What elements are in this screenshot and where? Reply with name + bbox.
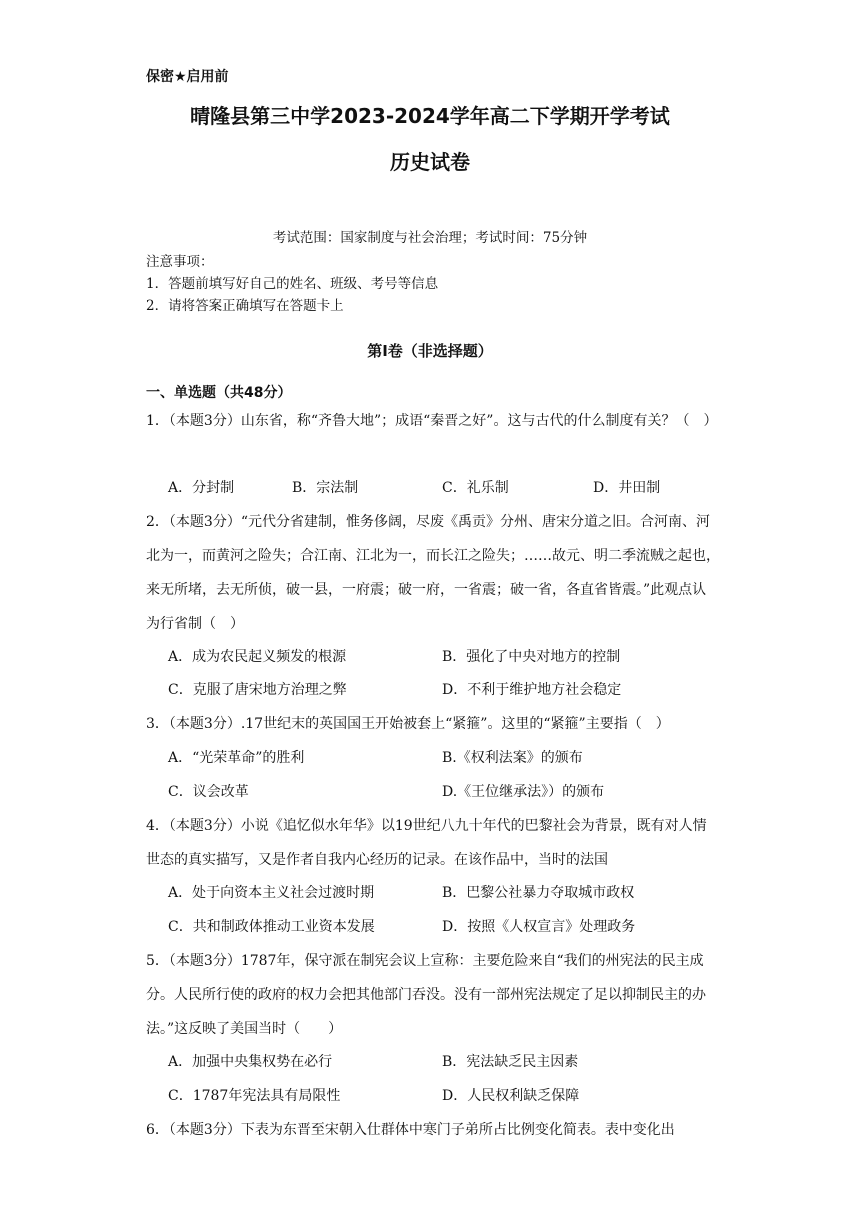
question-5-option-b[interactable]: B．宪法缺乏民主因素 [442,1054,579,1070]
question-3-options-row-2 [168,775,728,809]
question-3-option-a[interactable]: A．“光荣革命”的胜利 [168,750,305,766]
question-3-option-d[interactable]: D.《王位继承法》）的颁布 [442,784,605,800]
question-4-option-a[interactable]: A．处于向资本主义社会过渡时期 [168,885,375,901]
question-1-option-b[interactable]: B．宗法制 [292,480,359,496]
question-4-stem: 4．（本题3分）小说《追忆似水年华》以19世纪八九十年代的巴黎社会为背景，既有对人情世态的真实描写，又是作者自我内心经历的记录。在该作品中，当时的法国 [146,818,707,868]
question-3-option-c[interactable]: C．议会改革 [168,784,249,800]
question-3-options-row-1 [168,741,728,775]
question-5-options-row-2 [168,1079,728,1113]
notice-title: 注意事项： [146,254,214,270]
question-2-options-row-2 [168,673,728,707]
exam-title: 晴隆县第三中学2023-2024学年高二下学期开学考试 [190,104,670,128]
question-5-option-d[interactable]: D．人民权利缺乏保障 [442,1088,580,1104]
question-1-option-a[interactable]: A．分封制 [168,480,235,496]
question-4-options-row-1 [168,876,728,910]
volume-heading: 第I卷（非选择题） [367,342,493,360]
question-2-stem: 2．（本题3分）“元代分省建制，惟务侈阔，尽废《禹贡》分州、唐宋分道之旧。合河南、河北为一，而黄河之险失；合江南、江北为一，而长江之险失；……故元、明二季流贼之起也，来无所堵，去无所侦，破一县，一府震；破一府，一省震；破一省，各直省皆震。”此观点认为行省制（ ） [146,514,720,632]
question-5-option-a[interactable]: A．加强中央集权势在必行 [168,1054,333,1070]
question-2-option-c[interactable]: C．克服了唐宋地方治理之弊 [168,682,347,698]
question-6-stem: 6．（本题3分）下表为东晋至宋朝入仕群体中寒门子弟所占比例变化简表。表中变化出 [146,1122,675,1138]
notice-item-1: 1．答题前填写好自己的姓名、班级、考号等信息 [146,276,439,292]
question-2-option-d[interactable]: D．不利于维护地方社会稳定 [442,682,622,698]
question-4-option-b[interactable]: B．巴黎公社暴力夺取城市政权 [442,885,635,901]
part-heading: 一、单选题（共48分） [146,385,292,401]
question-2-options-row-1 [168,640,728,674]
notice-item-2: 2．请将答案正确填写在答题卡上 [146,298,344,314]
confidential-label: 保密★启用前 [146,69,229,85]
exam-range: 考试范围：国家制度与社会治理；考试时间：75分钟 [272,230,588,246]
question-4-options-row-2 [168,910,728,944]
question-1-option-c[interactable]: C．礼乐制 [442,480,509,496]
question-4-option-d[interactable]: D．按照《人权宣言》处理政务 [442,919,636,935]
question-1-option-d[interactable]: D．井田制 [593,480,661,496]
question-3-stem: 3．（本题3分）.17世纪末的英国国王开始被套上“紧箍”。这里的“紧箍”主要指（ ） [146,716,670,732]
question-4-option-c[interactable]: C．共和制政体推动工业资本发展 [168,919,375,935]
question-5-options-row-1 [168,1045,728,1079]
exam-subtitle: 历史试卷 [390,150,470,174]
question-3-option-b[interactable]: B.《权利法案》的颁布 [442,750,583,766]
question-2-option-a[interactable]: A．成为农民起义频发的根源 [168,649,347,665]
question-5-option-c[interactable]: C．1787年宪法具有局限性 [168,1088,341,1104]
question-2-option-b[interactable]: B．强化了中央对地方的控制 [442,649,621,665]
question-1-stem: 1．（本题3分）山东省，称“齐鲁大地”；成语“秦晋之好”。这与古代的什么制度有关？（ ） [146,413,718,429]
question-1-options [168,471,728,505]
question-5-stem: 5．（本题3分）1787年，保守派在制宪会议上宣称：主要危险来自“我们的州宪法的民主成分。人民所行使的政府的权力会把其他部门吞没。没有一部州宪法规定了足以抑制民主的办法。”这反映了美国当时（ ） [146,953,706,1037]
